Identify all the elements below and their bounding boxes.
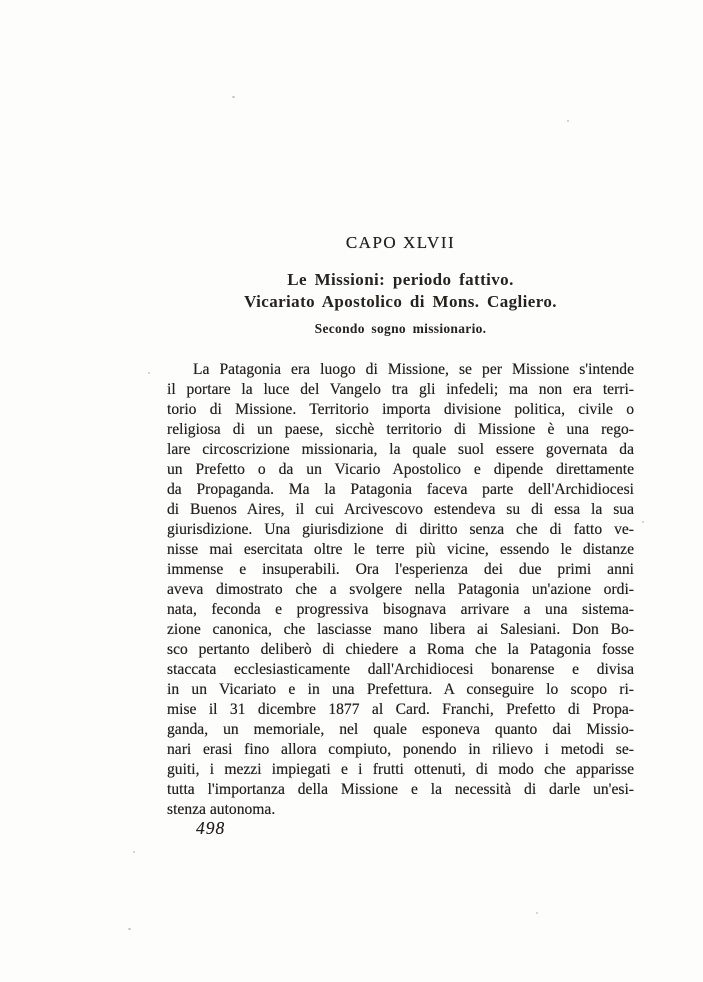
scan-speck xyxy=(232,96,235,98)
body-line: nisse mai esercitata oltre le terre più vicine, essendo le distanze xyxy=(167,541,634,558)
body-line: guiti, i mezzi impiegati e i frutti ottenuti, di modo che apparisse xyxy=(167,761,634,778)
body-line: nata, feconda e progressiva bisognava arrivare a una sistema- xyxy=(167,601,634,618)
chapter-title-line-1: Le Missioni: periodo fattivo. xyxy=(287,270,514,289)
body-line: il portare la luce del Vangelo tra gli infedeli; ma non era terri- xyxy=(167,381,634,398)
body-line: un Prefetto o da un Vicario Apostolico e dipende direttamente xyxy=(167,461,634,478)
page-number: 498 xyxy=(196,818,226,838)
scan-speck xyxy=(148,372,150,374)
body-text xyxy=(167,360,634,820)
body-line: in un Vicariato e in una Prefettura. A conseguire lo scopo ri- xyxy=(167,681,634,698)
chapter-subtitle: Secondo sogno missionario. xyxy=(314,321,487,336)
text-block xyxy=(167,233,634,820)
body-line: da Propaganda. Ma la Patagonia faceva parte dell'Archidiocesi xyxy=(167,481,634,498)
body-line: ganda, un memoriale, nel quale esponeva quanto dai Missio- xyxy=(167,721,634,738)
scan-speck xyxy=(642,521,644,523)
body-line: giurisdizione. Una giurisdizione di diritto senza che di fatto ve- xyxy=(167,521,634,538)
body-line: torio di Missione. Territorio importa divisione politica, civile o xyxy=(167,401,634,418)
body-line: sco pertanto deliberò di chiedere a Roma che la Patagonia fosse xyxy=(167,641,634,658)
body-line: La Patagonia era luogo di Missione, se per Missione s'intende xyxy=(193,361,634,378)
body-line: nari erasi fino allora compiuto, ponendo in rilievo i metodi se- xyxy=(167,741,634,758)
scan-speck xyxy=(567,120,569,122)
body-line: di Buenos Aires, il cui Arcivescovo estendeva su di essa la sua xyxy=(167,501,634,518)
chapter-title-line-2: Vicariato Apostolico di Mons. Cagliero. xyxy=(244,292,557,311)
scan-speck xyxy=(128,928,131,930)
body-line: zione canonica, che lasciasse mano libera ai Salesiani. Don Bo- xyxy=(167,621,634,638)
body-line: stenza autonoma. xyxy=(167,801,276,818)
body-line: lare circoscrizione missionaria, la quale suol essere governata da xyxy=(167,441,634,458)
body-line: tutta l'importanza della Missione e la necessità di darle un'esi- xyxy=(167,781,634,798)
body-line: religiosa di un paese, sicchè territorio di Missione è una rego- xyxy=(167,421,634,438)
body-line: staccata ecclesiasticamente dall'Archidiocesi bonarense e divisa xyxy=(167,661,634,678)
body-line: mise il 31 dicembre 1877 al Card. Franchi, Prefetto di Propa- xyxy=(167,701,634,718)
chapter-heading: CAPO XLVII xyxy=(345,233,456,252)
body-line: aveva dimostrato che a svolgere nella Patagonia un'azione ordi- xyxy=(167,581,634,598)
scan-speck xyxy=(133,851,135,853)
scan-speck xyxy=(536,912,538,914)
body-line: immense e insuperabili. Ora l'esperienza dei due primi anni xyxy=(167,561,634,578)
